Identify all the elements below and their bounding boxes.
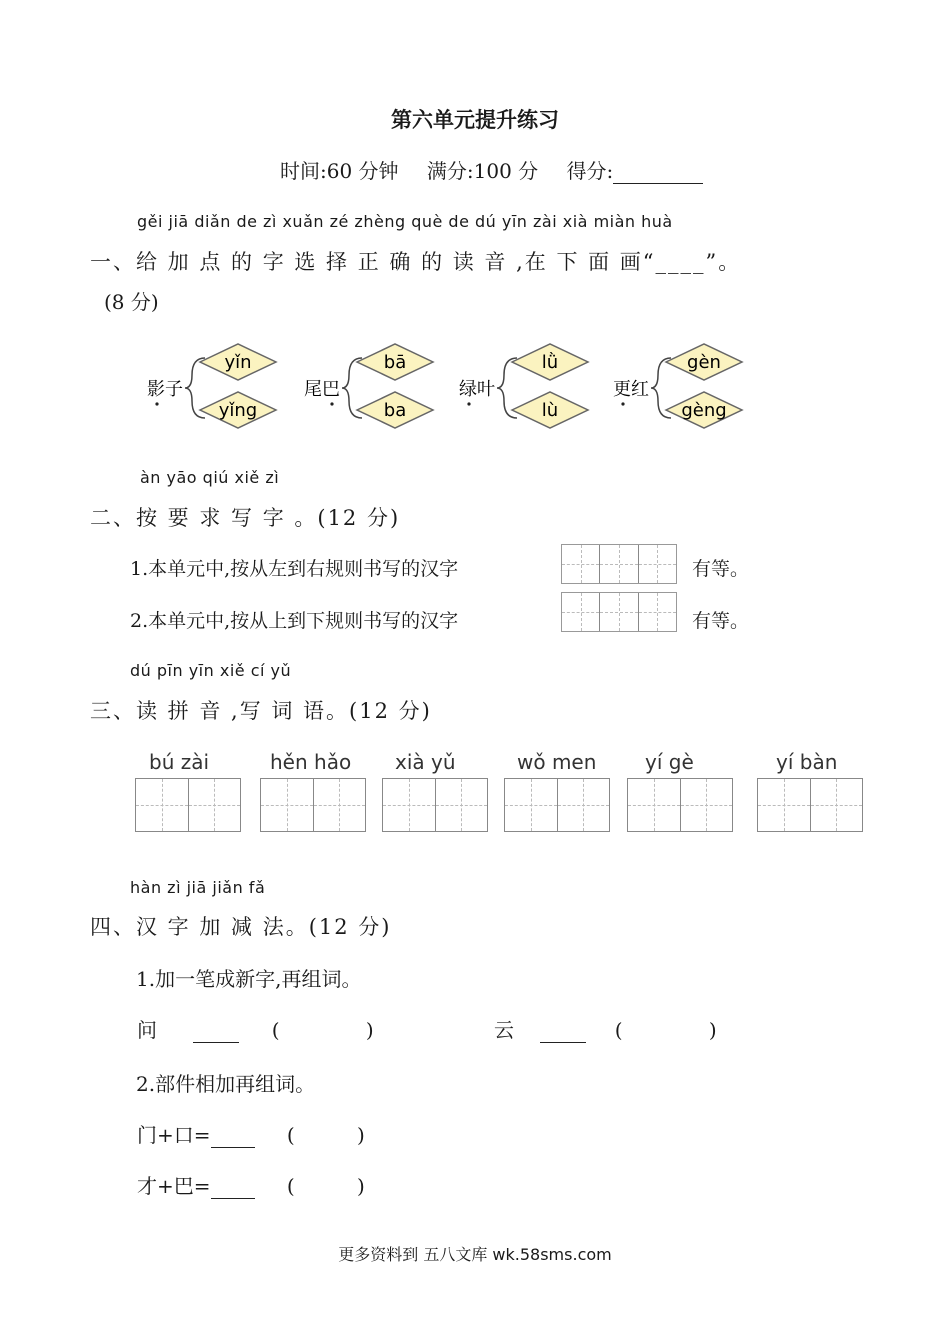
word-grid-4[interactable] bbox=[504, 778, 610, 832]
pinyin-word-4: wǒ men bbox=[517, 750, 597, 774]
option-top: lǜ bbox=[541, 352, 559, 373]
open-paren: ( bbox=[286, 1174, 295, 1198]
choice-group-1 bbox=[147, 344, 276, 428]
combine-row-2 bbox=[137, 1170, 365, 1199]
word-grid-1[interactable] bbox=[135, 778, 241, 832]
section2-heading: 二、按 要 求 写 字 。(12 分) bbox=[90, 506, 401, 530]
footer-link[interactable]: 更多资料到 五八文库 wk.58sms.com bbox=[338, 1245, 612, 1264]
option-top: yǐn bbox=[224, 352, 252, 373]
emphasis-dot bbox=[330, 402, 333, 405]
emphasis-dot bbox=[621, 402, 624, 405]
section1-points: (8 分) bbox=[104, 290, 159, 314]
score-label: 得分: bbox=[566, 159, 614, 183]
word-grid-6[interactable] bbox=[757, 778, 863, 832]
option-bottom: gèng bbox=[681, 400, 727, 421]
option-bottom: yǐng bbox=[218, 400, 258, 421]
equation-1: 门+口= bbox=[137, 1123, 211, 1147]
close-paren: ) bbox=[365, 1018, 374, 1042]
question-2-2: 2.本单元中,按从上到下规则书写的汉字 bbox=[130, 610, 459, 632]
answer-blank-3[interactable] bbox=[211, 1131, 255, 1148]
option-top: bā bbox=[383, 352, 407, 373]
page-title: 第六单元提升练习 bbox=[391, 107, 559, 132]
section3-heading: 三、读 拼 音 ,写 词 语。(12 分) bbox=[90, 699, 432, 723]
section1-heading: 一、给 加 点 的 字 选 择 正 确 的 读 音 ,在 下 面 画“____”。 bbox=[90, 250, 742, 274]
word-grid-5[interactable] bbox=[627, 778, 733, 832]
section1-pinyin: gěi jiā diǎn de zì xuǎn zé zhèng què de dú yīn zài xià miàn huà bbox=[137, 212, 673, 231]
section4-pinyin: hàn zì jiā jiǎn fǎ bbox=[130, 878, 266, 897]
full-score-label: 满分:100 分 bbox=[426, 159, 539, 183]
option-bottom: lù bbox=[541, 400, 559, 421]
word-grid-3[interactable] bbox=[382, 778, 488, 832]
pinyin-word-1: bú zài bbox=[149, 750, 210, 774]
choice-group-2 bbox=[304, 344, 433, 428]
open-paren: ( bbox=[614, 1018, 623, 1042]
emphasis-dot bbox=[155, 402, 158, 405]
section3-pinyin: dú pīn yīn xiě cí yǔ bbox=[130, 661, 292, 680]
writing-grid-2[interactable] bbox=[561, 592, 677, 632]
section4-heading: 四、汉 字 加 减 法。(12 分) bbox=[90, 915, 392, 939]
close-paren: ) bbox=[357, 1174, 365, 1198]
answer-blank-4[interactable] bbox=[211, 1182, 255, 1199]
add-stroke-row-1 bbox=[137, 1014, 374, 1043]
answer-blank-1[interactable] bbox=[193, 1026, 239, 1043]
choice-group-4 bbox=[613, 344, 742, 428]
emphasis-dot bbox=[467, 402, 470, 405]
word-grid-2[interactable] bbox=[260, 778, 366, 832]
option-bottom: ba bbox=[383, 400, 407, 421]
time-label: 时间:60 分钟 bbox=[280, 159, 399, 183]
choice-group-3 bbox=[459, 344, 588, 428]
group4-word: 更红 bbox=[613, 379, 649, 400]
score-blank[interactable] bbox=[613, 165, 703, 184]
group1-word: 影子 bbox=[147, 379, 183, 400]
pinyin-word-5: yí gè bbox=[645, 750, 694, 774]
equation-2: 才+巴= bbox=[137, 1174, 211, 1198]
reading-choices bbox=[130, 340, 770, 440]
option-top: gèn bbox=[687, 352, 721, 373]
question-2-1-suffix: 有等。 bbox=[692, 558, 750, 580]
open-paren: ( bbox=[286, 1123, 295, 1147]
close-paren: ) bbox=[708, 1018, 717, 1042]
open-paren: ( bbox=[271, 1018, 280, 1042]
pinyin-word-3: xià yǔ bbox=[395, 750, 456, 774]
subsection-4-2: 2.部件相加再组词。 bbox=[136, 1072, 316, 1096]
source-char-2: 云 bbox=[494, 1018, 514, 1042]
subsection-4-1: 1.加一笔成新字,再组词。 bbox=[136, 967, 362, 991]
exam-meta bbox=[280, 155, 725, 184]
group3-word: 绿叶 bbox=[459, 379, 495, 400]
section2-pinyin: àn yāo qiú xiě zì bbox=[140, 468, 280, 487]
source-char-1: 问 bbox=[137, 1018, 157, 1042]
add-stroke-row-2 bbox=[494, 1014, 717, 1043]
pinyin-word-6: yí bàn bbox=[776, 750, 838, 774]
writing-grid-1[interactable] bbox=[561, 544, 677, 584]
close-paren: ) bbox=[357, 1123, 365, 1147]
question-2-1: 1.本单元中,按从左到右规则书写的汉字 bbox=[130, 558, 459, 580]
pinyin-word-2: hěn hǎo bbox=[270, 750, 352, 774]
combine-row-1 bbox=[137, 1119, 365, 1148]
question-2-2-suffix: 有等。 bbox=[692, 610, 750, 632]
group2-word: 尾巴 bbox=[304, 379, 340, 400]
answer-blank-2[interactable] bbox=[540, 1026, 586, 1043]
